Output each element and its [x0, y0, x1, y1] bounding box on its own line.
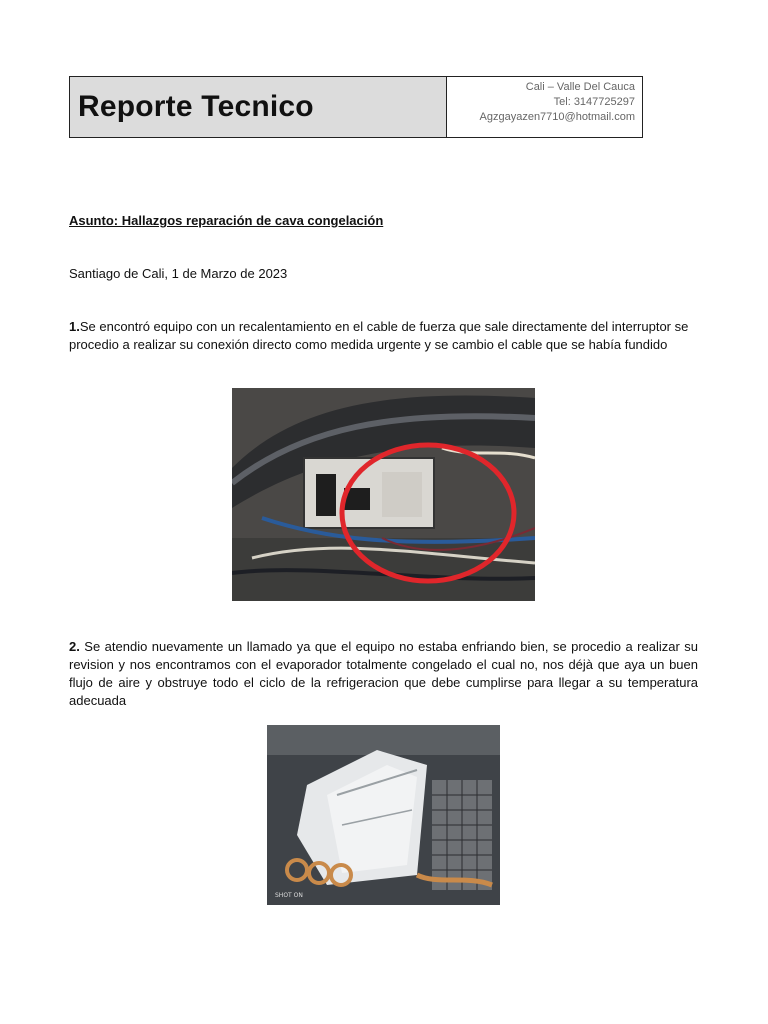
finding-2 — [69, 638, 698, 710]
photo-watermark: SHOT ON — [275, 892, 303, 899]
contact-email: Agzgayazen7710@hotmail.com — [479, 111, 635, 123]
report-header — [69, 76, 643, 138]
finding-1-number: 1. — [69, 319, 80, 334]
finding-1 — [69, 318, 698, 354]
photo-frozen-evaporator — [267, 725, 500, 905]
photo-burnt-switch-cable — [232, 388, 535, 601]
report-title: Reporte Tecnico — [70, 77, 447, 137]
contact-location: Cali – Valle Del Cauca — [525, 81, 635, 93]
contact-phone: Tel: 3147725297 — [553, 96, 635, 108]
date-line: Santiago de Cali, 1 de Marzo de 2023 — [69, 266, 288, 281]
finding-1-text: Se encontró equipo con un recalentamiento en el cable de fuerza que sale directamente del interruptor se procedio a realizar su conexión directo como medida urgente y se cambio el cable que se había fundido — [69, 319, 689, 352]
contact-block — [447, 77, 642, 137]
finding-2-number: 2. — [69, 639, 80, 654]
finding-2-text: Se atendio nuevamente un llamado ya que el equipo no estaba enfriando bien, se procedio a realizar su revision y nos encontramos con el evaporador totalmente congelado el cual no, nos déjà que aya un buen flujo de aire y obstruye todo el ciclo de la refrigeracion que debe cumplirse para llegar a su temperatura adecuada — [69, 639, 698, 708]
subject-line: Asunto: Hallazgos reparación de cava congelación — [69, 213, 384, 228]
